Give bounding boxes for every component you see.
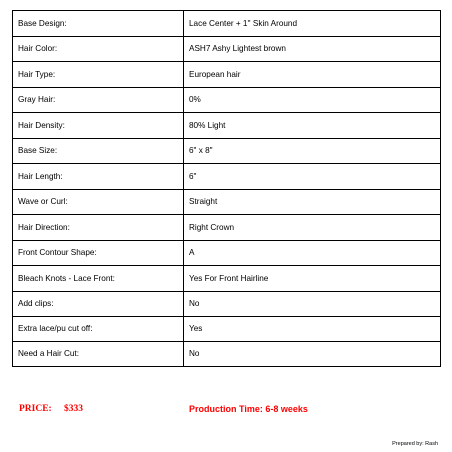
row-label: Need a Hair Cut: bbox=[13, 341, 184, 366]
row-label: Base Size: bbox=[13, 138, 184, 164]
row-value: 6" x 8" bbox=[184, 138, 441, 164]
table-row bbox=[13, 291, 441, 316]
row-value: European hair bbox=[184, 62, 441, 88]
table-row bbox=[13, 341, 441, 366]
row-label: Hair Length: bbox=[13, 164, 184, 190]
row-value: 6" bbox=[184, 164, 441, 190]
row-value: A bbox=[184, 240, 441, 266]
table-row bbox=[13, 316, 441, 341]
row-value: No bbox=[184, 341, 441, 366]
table-row bbox=[13, 189, 441, 215]
prepared-by: Prepared by: Rash bbox=[392, 441, 438, 447]
table-row bbox=[13, 215, 441, 241]
row-label: Extra lace/pu cut off: bbox=[13, 316, 184, 341]
row-label: Front Contour Shape: bbox=[13, 240, 184, 266]
row-value: 80% Light bbox=[184, 113, 441, 139]
row-label: Bleach Knots - Lace Front: bbox=[13, 266, 184, 292]
row-value: Yes bbox=[184, 316, 441, 341]
row-value: 0% bbox=[184, 87, 441, 113]
row-label: Hair Color: bbox=[13, 36, 184, 62]
table-row bbox=[13, 266, 441, 292]
table-row bbox=[13, 62, 441, 88]
price-value: $333 bbox=[64, 404, 83, 414]
row-label: Hair Density: bbox=[13, 113, 184, 139]
table-row bbox=[13, 36, 441, 62]
row-value: Lace Center + 1'' Skin Around bbox=[184, 11, 441, 37]
row-label: Hair Type: bbox=[13, 62, 184, 88]
price-label: PRICE: bbox=[19, 404, 52, 414]
row-value: ASH7 Ashy Lightest brown bbox=[184, 36, 441, 62]
table-row bbox=[13, 138, 441, 164]
row-value: Right Crown bbox=[184, 215, 441, 241]
table-row bbox=[13, 87, 441, 113]
table-row bbox=[13, 11, 441, 37]
order-spec-table bbox=[12, 10, 441, 367]
row-label: Wave or Curl: bbox=[13, 189, 184, 215]
table-row bbox=[13, 113, 441, 139]
row-value: No bbox=[184, 291, 441, 316]
row-value: Yes For Front Hairline bbox=[184, 266, 441, 292]
table-row bbox=[13, 240, 441, 266]
row-label: Hair Direction: bbox=[13, 215, 184, 241]
row-label: Base Design: bbox=[13, 11, 184, 37]
table-row bbox=[13, 164, 441, 190]
row-label: Gray Hair: bbox=[13, 87, 184, 113]
row-value: Straight bbox=[184, 189, 441, 215]
production-time: Production Time: 6-8 weeks bbox=[189, 404, 308, 414]
row-label: Add clips: bbox=[13, 291, 184, 316]
